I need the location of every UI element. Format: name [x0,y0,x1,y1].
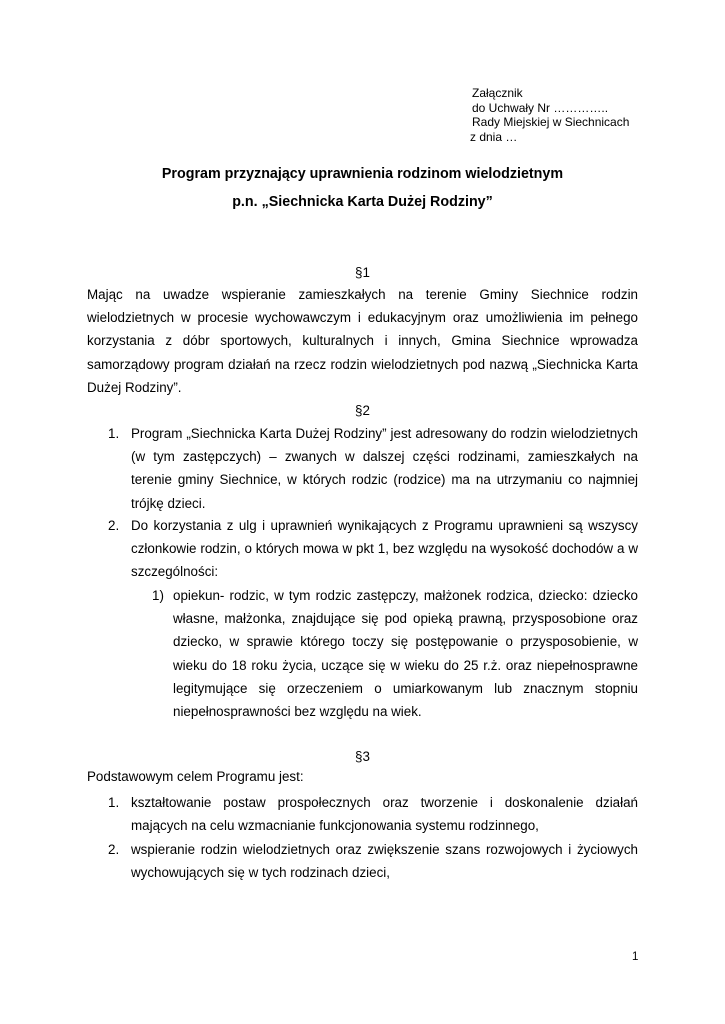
council-name: Rady Miejskiej w Siechnicach [472,115,630,130]
section-2-subitem-1-text: opiekun- rodzic, w tym rodzic zastępczy, małżonek rodzica, dziecko: dziecko własne, małżonka, znajdujące się pod opieką prawną, przysposobione oraz dziecko, w sprawie którego toczy się postępowanie o przysposobienie, w wieku do 18 roku życia, uczące się w wieku do 25 r.ż. oraz niepełnosprawne legitymujące się orzeczeniem o umiarkowanym lub znacznym stopniu niepełnosprawności bez względu na wiek. [173,588,638,720]
resolution-number: do Uchwały Nr ………….. [472,100,609,115]
section-2-item-2-text: Do korzystania z ulg i uprawnień wynikających z Programu uprawnieni są wszyscy członkowie rodzin, o których mowa w pkt 1, bez względu na wysokość dochodów a w szczególności: [131,518,638,580]
section-2-item-1-text: Program „Siechnicka Karta Dużej Rodziny” jest adresowany do rodzin wielodzietnych (w tym zastępczych) – zwanych w dalszej części rodzinami, zamieszkałych na terenie gminy Siechnice, w których rodzic (rodzice) ma na utrzymaniu co najmniej trójkę dzieci. [131,426,638,511]
section-3-item-1-text: kształtowanie postaw prospołecznych oraz tworzenie i doskonalenie działań mających na celu wzmacnianie funkcjonowania systemu rodzinnego, [131,795,638,834]
page-number: 1 [632,951,639,963]
section-2-heading: §2 [355,403,370,418]
section-2-subitem-1-number: 1) [152,588,164,603]
attachment-label: Załącznik [472,86,523,100]
document-subtitle: p.n. „Siechnicka Karta Dużej Rodziny” [232,194,493,210]
section-3-intro: Podstawowym celem Programu jest: [87,769,304,784]
section-3-item-1-number: 1. [108,795,120,810]
section-1-heading: §1 [355,265,370,280]
attachment-header [472,86,629,144]
section-2-item-1-number: 1. [108,426,120,441]
section-3-heading: §3 [355,749,370,764]
section-3-item-2-text: wspieranie rodzin wielodzietnych oraz zwiększenie szans rozwojowych i życiowych wychowujących się w tych rodzinach dzieci, [131,842,638,881]
section-3-item-2-number: 2. [108,842,120,857]
section-1-paragraph: Mając na uwadze wspieranie zamieszkałych na terenie Gminy Siechnice rodzin wielodzietnych w procesie wychowawczym i edukacyjnym oraz umożliwienia im pełnego korzystania z dóbr sportowych, kulturalnych i innych, Gmina Siechnice wprowadza samorządowy program działań na rzecz rodzin wielodzietnych pod nazwą „Siechnicka Karta Dużej Rodziny”. [87,287,638,395]
section-2-item-2-number: 2. [108,518,120,533]
document-title: Program przyznający uprawnienia rodzinom wielodzietnym [161,166,564,182]
resolution-date: z dnia … [470,129,518,144]
